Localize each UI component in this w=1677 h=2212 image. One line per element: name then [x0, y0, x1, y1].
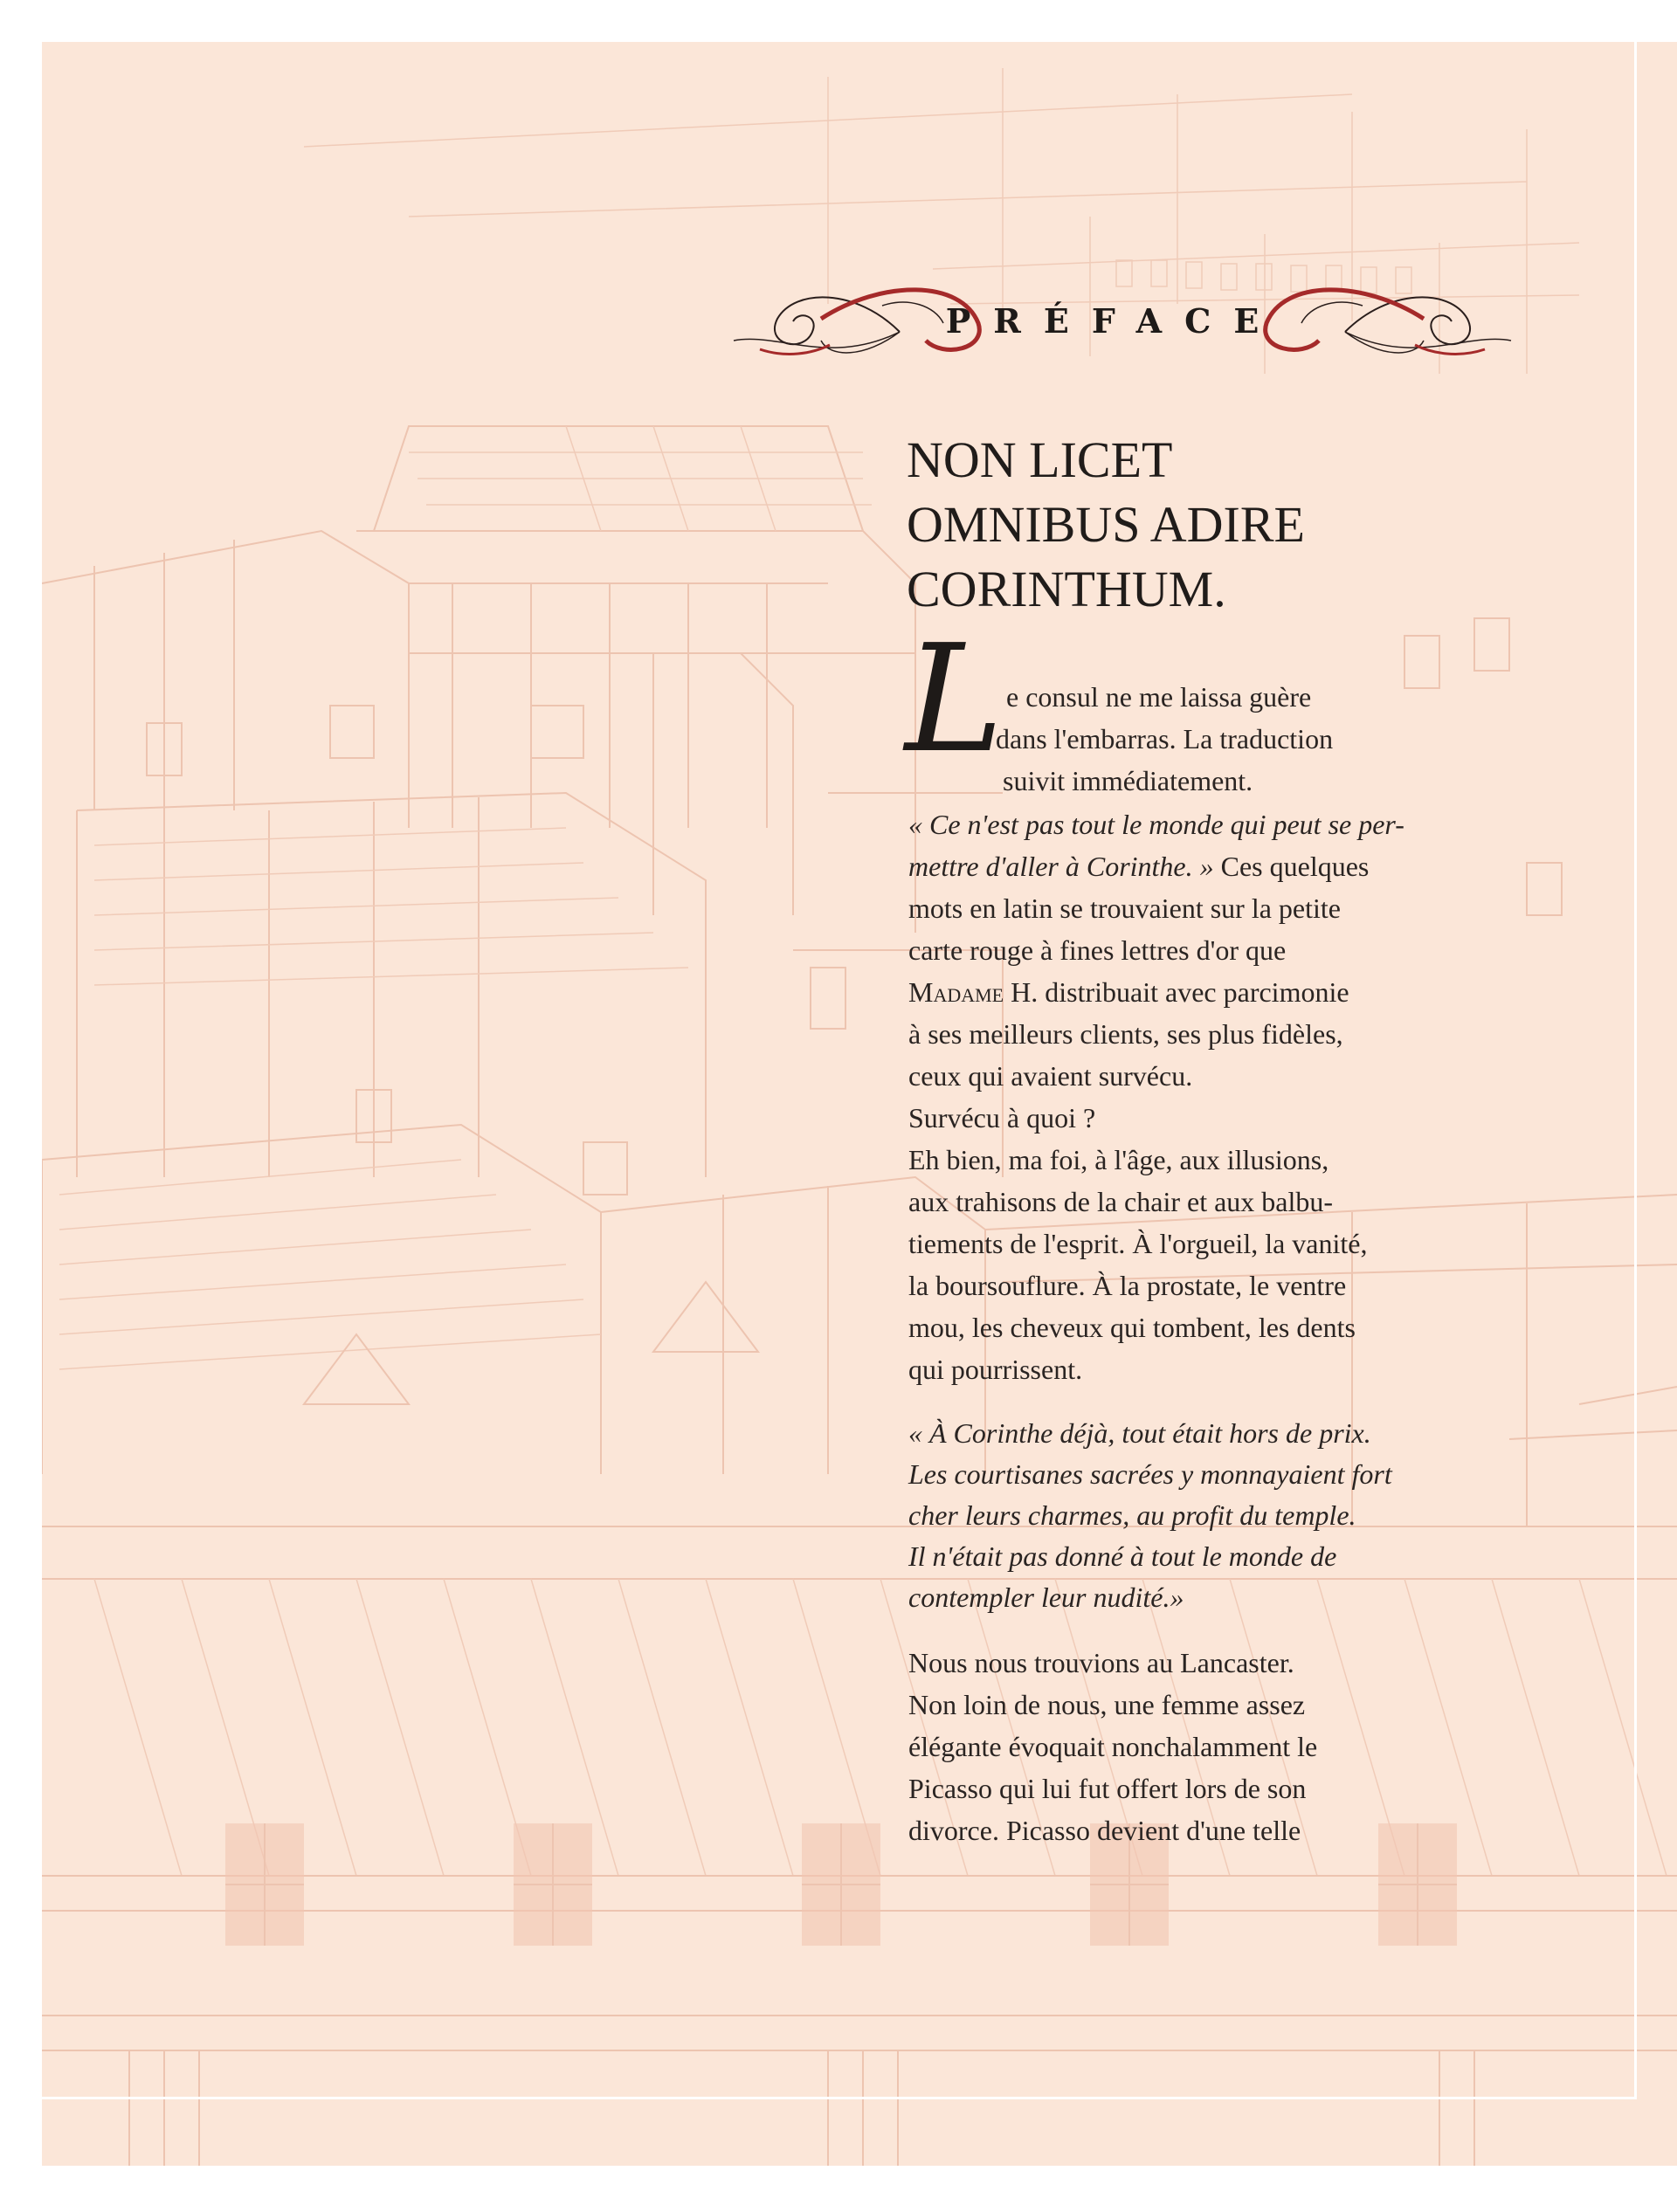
quote-line: Les courtisanes sacrées y monnayaient fort	[908, 1458, 1392, 1490]
chapter-heading	[907, 428, 1518, 622]
quote-line: Il n'était pas donné à tout le monde de	[908, 1540, 1337, 1572]
quote-line: « À Corinthe déjà, tout était hors de prix.	[908, 1417, 1371, 1449]
paragraph-1	[908, 803, 1520, 1390]
intro-line: dans l'embarras. La traduction	[996, 723, 1334, 755]
body-line	[908, 845, 1520, 887]
line-fragment: H. distribuait avec parcimonie	[1004, 976, 1349, 1008]
body-line: divorce. Picasso devient d'une telle	[908, 1815, 1301, 1846]
body-line: tiements de l'esprit. À l'orgueil, la vanité,	[908, 1228, 1368, 1259]
body-line: Eh bien, ma foi, à l'âge, aux illusions,	[908, 1144, 1329, 1175]
quote-block	[908, 1413, 1520, 1618]
section-title: PRÉFACE	[945, 301, 1282, 341]
body-line: ceux qui avaient survécu.	[908, 1060, 1193, 1092]
heading-line: CORINTHUM.	[907, 561, 1226, 617]
body-line: Picasso qui lui fut offert lors de son	[908, 1773, 1307, 1804]
heading-line: NON LICET	[907, 431, 1173, 488]
body-line: mou, les cheveux qui tombent, les dents	[908, 1312, 1356, 1343]
small-caps-name: Madame	[908, 976, 1004, 1008]
body-line: la boursouflure. À la prostate, le ventre	[908, 1270, 1347, 1301]
drop-cap: L	[905, 613, 1004, 786]
body-line: élégante évoquait nonchalamment le	[908, 1731, 1318, 1762]
body-line: Nous nous trouvions au Lancaster.	[908, 1647, 1294, 1678]
body-line: carte rouge à fines lettres d'or que	[908, 934, 1287, 966]
body-line: mots en latin se trouvaient sur la petite	[908, 892, 1341, 924]
quote-line: contempler leur nudité.»	[908, 1581, 1184, 1613]
intro-line: suivit immédiatement.	[1003, 765, 1253, 796]
body-line: qui pourrissent.	[908, 1354, 1083, 1385]
line-fragment: Ces quelques	[1213, 851, 1370, 882]
body-line: Non loin de nous, une femme assez	[908, 1689, 1306, 1720]
body-line: « Ce n'est pas tout le monde qui peut se per-	[908, 809, 1404, 840]
heading-line: OMNIBUS ADIRE	[907, 496, 1305, 553]
body-line: Survécu à quoi ?	[908, 1102, 1096, 1134]
body-line: à ses meilleurs clients, ses plus fidèles,	[908, 1018, 1343, 1050]
body-line	[908, 971, 1520, 1013]
paragraph-2	[908, 1642, 1520, 1851]
body-line: aux trahisons de la chair et aux balbu-	[908, 1186, 1334, 1217]
quote-fragment: mettre d'aller à Corinthe. »	[908, 851, 1214, 882]
quote-line: cher leurs charmes, au profit du temple.	[908, 1499, 1356, 1531]
intro-line: e consul ne me laissa guère	[1006, 681, 1312, 713]
